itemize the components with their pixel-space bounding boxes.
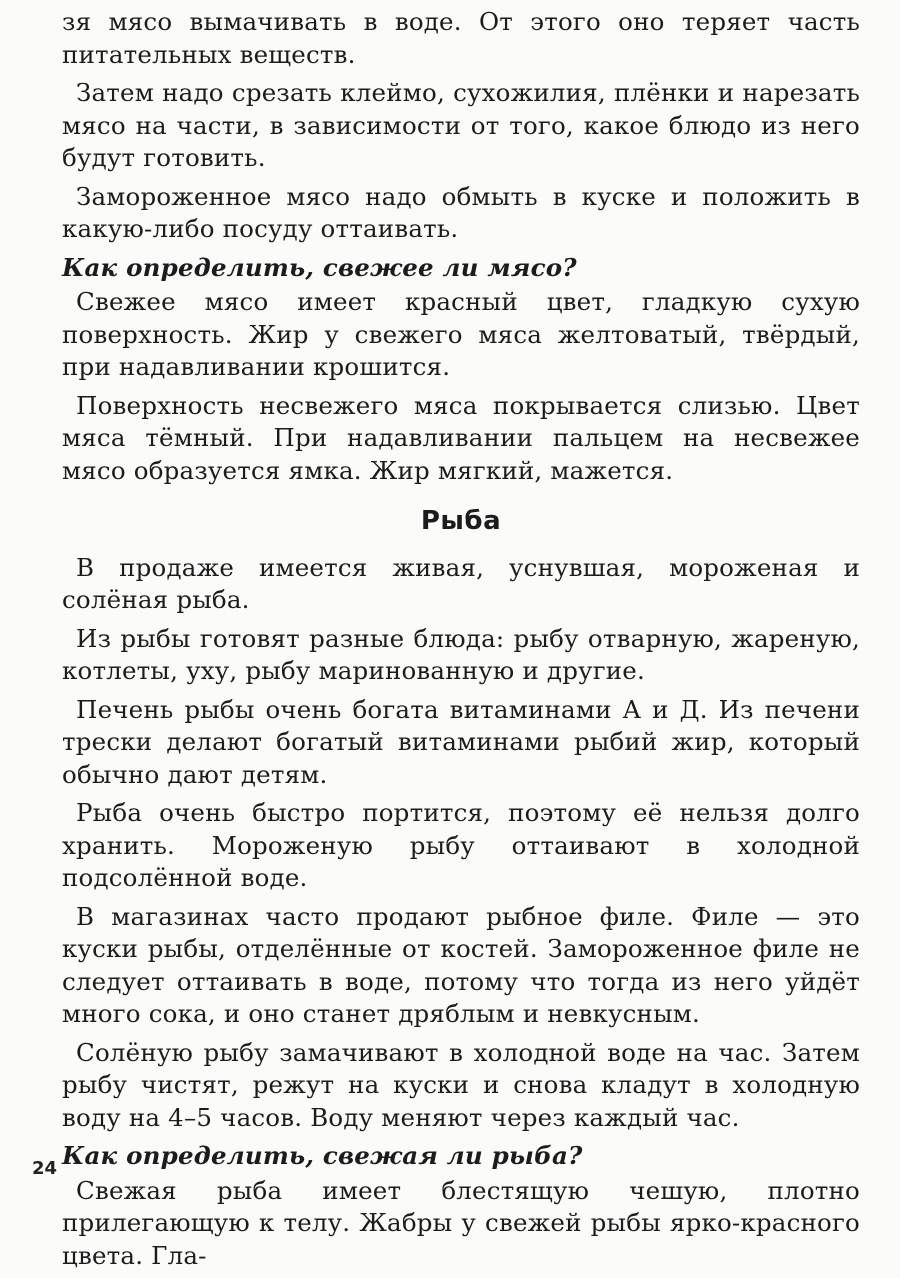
section-title-fish: Рыба xyxy=(420,506,502,536)
page-number: 24 xyxy=(32,1158,58,1179)
paragraph-fish-fillet: В магазинах часто продают рыбное филе. Филе — это куски рыбы, отделённые от костей. Замороженное филе не следует оттаивать в воде, потому что тогда из него уйдёт много сока, и оно станет дряблым и невкусным. xyxy=(62,901,860,1028)
question-fresh-meat: Как определить, свежее ли мясо? xyxy=(62,252,577,282)
paragraph-frozen-meat: Замороженное мясо надо обмыть в куске и положить в какую-либо посуду оттаивать. xyxy=(62,181,860,243)
paragraph-salted-fish: Солёную рыбу замачивают в холодной воде на час. Затем рыбу чистят, режут на куски и снова кладут в холодную воду на 4–5 часов. Воду меняют через каждый час. xyxy=(62,1037,860,1132)
paragraph-stale-meat: Поверхность несвежего мяса покрывается слизью. Цвет мяса тёмный. При надавливании пальцем на несвежее мясо образуется ямка. Жир мягкий, мажется. xyxy=(62,390,860,485)
page-body xyxy=(62,6,860,1278)
paragraph-fish-spoils: Рыба очень быстро портится, поэтому её нельзя долго хранить. Мороженую рыбу оттаивают в холодной подсолённой воде. xyxy=(62,798,860,892)
paragraph-continuation: зя мясо вымачивать в воде. От этого оно теряет часть питательных веществ. xyxy=(62,7,860,69)
paragraph-fish-dishes: Из рыбы готовят разные блюда: рыбу отварную, жареную, котлеты, уху, рыбу маринованную и другие. xyxy=(62,623,860,685)
paragraph-cutting-meat: Затем надо срезать клеймо, сухожилия, плёнки и нарезать мясо на части, в зависимости от того, какое блюдо из него будут готовить. xyxy=(62,78,860,172)
paragraph-fish-liver: Печень рыбы очень богата витаминами А и Д. Из печени трески делают богатый витаминами рыбий жир, который обычно дают детям. xyxy=(62,694,860,789)
paragraph-fish-sale: В продаже имеется живая, уснувшая, мороженая и солёная рыба. xyxy=(62,552,860,614)
paragraph-fresh-meat: Свежее мясо имеет красный цвет, гладкую сухую поверхность. Жир у свежего мяса желтоватый, твёрдый, при надавливании крошится. xyxy=(62,287,860,381)
paragraph-fresh-fish: Свежая рыба имеет блестящую чешую, плотно прилегающую к телу. Жабры у свежей рыбы ярко-красного цвета. Гла- xyxy=(62,1175,860,1270)
question-fresh-fish: Как определить, свежая ли рыба? xyxy=(62,1141,583,1170)
